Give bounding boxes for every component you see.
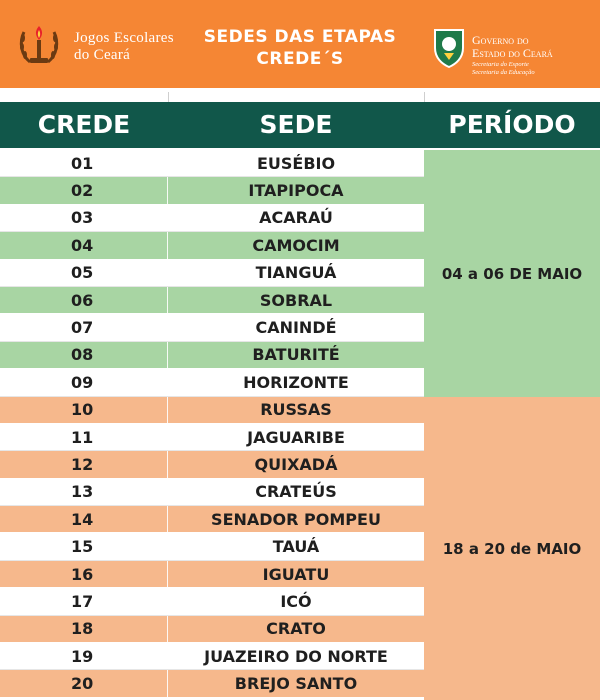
- sede-name: IGUATU: [262, 564, 330, 584]
- sede-name: CAMOCIM: [252, 235, 340, 255]
- sede-name: RUSSAS: [260, 400, 332, 420]
- table-row: [0, 260, 424, 287]
- logo-text-line1: Jogos Escolares: [74, 30, 174, 46]
- table-row: [0, 205, 424, 232]
- title-line2: CREDE´S: [256, 49, 344, 69]
- sede-name: ITAPIPOCA: [248, 181, 344, 201]
- crede-number: 19: [71, 646, 94, 666]
- logo-text-line2: do Ceará: [74, 47, 131, 63]
- table-row: [0, 397, 424, 424]
- crede-number: 20: [71, 674, 94, 694]
- torch-wreath-logo-icon: [16, 22, 62, 68]
- sede-name: TAUÁ: [272, 537, 320, 557]
- period-cell-1: 04 a 06 DE MAIO: [424, 150, 600, 397]
- sede-name: BREJO SANTO: [234, 674, 358, 694]
- table-row: [0, 533, 424, 560]
- crede-number: 01: [71, 153, 94, 173]
- crede-number: 18: [71, 619, 94, 639]
- column-separator: [424, 92, 425, 102]
- crede-number: 14: [71, 509, 94, 529]
- sede-name: ACARAÚ: [259, 208, 333, 228]
- state-coat-of-arms-icon: [432, 26, 466, 68]
- table-header: [0, 102, 600, 148]
- page-title: [190, 26, 410, 70]
- table-row: [0, 314, 424, 341]
- sede-name: CRATO: [266, 619, 326, 639]
- sede-name: TIANGUÁ: [255, 263, 337, 283]
- crede-number: 08: [71, 345, 94, 365]
- column-header-periodo: PERÍODO: [448, 110, 576, 139]
- crede-number: 10: [71, 400, 94, 420]
- sede-name: ICÓ: [280, 591, 312, 611]
- table-row: [0, 643, 424, 670]
- sede-name: JUAZEIRO DO NORTE: [204, 646, 388, 666]
- crede-number: 04: [71, 235, 94, 255]
- table-row: [0, 424, 424, 451]
- crede-number: 03: [71, 208, 94, 228]
- sede-name: SOBRAL: [259, 290, 333, 310]
- crede-number: 05: [71, 263, 94, 283]
- table-row: [0, 150, 424, 177]
- crede-number: 11: [71, 427, 94, 447]
- crede-number: 17: [71, 591, 94, 611]
- crede-number: 02: [71, 181, 94, 201]
- governo-logo-text: [472, 34, 597, 76]
- crede-number: 16: [71, 564, 94, 584]
- title-line1: SEDES DAS ETAPAS: [203, 27, 397, 47]
- table-row: [0, 369, 424, 396]
- column-header-sede: SEDE: [259, 110, 333, 139]
- table-row: [0, 616, 424, 643]
- crede-number: 07: [71, 318, 94, 338]
- sede-name: QUIXADÁ: [254, 454, 338, 474]
- column-header-crede: CREDE: [37, 110, 131, 139]
- table-row: [0, 506, 424, 533]
- period-cell-2: 18 a 20 de MAIO: [424, 397, 600, 700]
- sede-name: HORIZONTE: [243, 372, 349, 392]
- sede-name: CRATEÚS: [255, 482, 337, 502]
- page-header: [0, 0, 600, 88]
- table-row: [0, 588, 424, 615]
- crede-number: 06: [71, 290, 94, 310]
- gov-line1: Governo do: [472, 33, 529, 47]
- table-row: [0, 287, 424, 314]
- table-row: [0, 479, 424, 506]
- table-row: [0, 232, 424, 259]
- table-row: [0, 561, 424, 588]
- crede-number: 15: [71, 537, 94, 557]
- gov-line3: Secretaria do Esporte: [472, 61, 529, 68]
- table-row: [0, 177, 424, 204]
- gov-line4: Secretaria da Educação: [472, 69, 535, 76]
- sede-name: SENADOR POMPEU: [211, 509, 381, 529]
- table-body: [0, 150, 424, 698]
- gov-line2: Estado do Ceará: [472, 46, 553, 60]
- table-row: [0, 670, 424, 697]
- sede-name: CANINDÉ: [255, 318, 337, 338]
- sede-name: EUSÉBIO: [256, 153, 336, 173]
- column-separator: [168, 92, 169, 102]
- crede-number: 12: [71, 454, 94, 474]
- sede-name: JAGUARIBE: [247, 427, 345, 447]
- table-row: [0, 342, 424, 369]
- crede-number: 13: [71, 482, 94, 502]
- crede-number: 09: [71, 372, 94, 392]
- sede-name: BATURITÉ: [252, 345, 340, 365]
- table-row: [0, 451, 424, 478]
